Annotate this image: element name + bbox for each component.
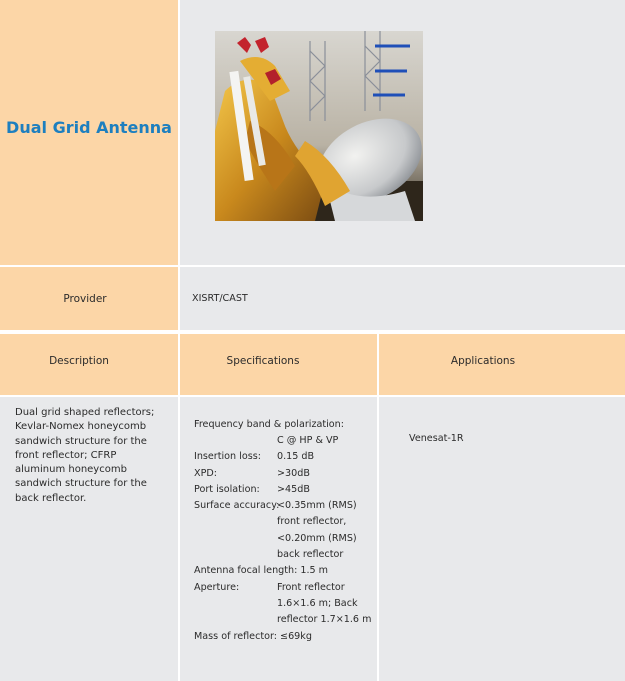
spec-xpd-value: >30dB (277, 467, 310, 479)
spec-xpd-row (194, 465, 374, 481)
spec-frequency-value-row (194, 432, 374, 448)
spec-xpd-label: XPD: (194, 467, 217, 479)
page-title: Dual Grid Antenna (6, 118, 172, 137)
specifications-list (194, 416, 374, 644)
spec-port-isolation-row (194, 481, 374, 497)
spec-surface-accuracy-row (194, 514, 374, 530)
spec-surface-accuracy-line: <0.20mm (RMS) (277, 532, 357, 544)
spec-aperture-label: Aperture: (194, 581, 240, 593)
spec-frequency-label: Frequency band & polarization: (194, 418, 344, 430)
spec-aperture-row (194, 595, 374, 611)
spec-aperture-row (194, 579, 374, 595)
spec-surface-accuracy-line: front reflector, (277, 516, 347, 528)
spec-surface-accuracy-row (194, 530, 374, 546)
antenna-photo-graphic (215, 31, 423, 221)
spec-aperture-line: reflector 1.7×1.6 m (277, 614, 372, 626)
spec-surface-accuracy-row (194, 546, 374, 562)
spec-aperture-line: 1.6×1.6 m; Back (277, 597, 358, 609)
spec-focal-length: Antenna focal length: 1.5 m (194, 565, 329, 577)
spec-port-isolation-label: Port isolation: (194, 483, 260, 495)
provider-value: XISRT/CAST (192, 293, 248, 304)
spec-insertion-loss-value: 0.15 dB (277, 451, 315, 463)
antenna-photo (215, 31, 423, 221)
provider-label: Provider (63, 293, 107, 305)
description-header: Description (49, 355, 109, 367)
applications-header: Applications (450, 355, 516, 367)
spec-aperture-line: Front reflector (277, 581, 345, 593)
spec-aperture-row (194, 612, 374, 628)
applications-value: Venesat-1R (409, 433, 464, 444)
spec-surface-accuracy-label: Surface accuracy: (194, 500, 280, 512)
spec-mass: Mass of reflector: ≤69kg (194, 630, 312, 642)
specifications-header: Specifications (226, 355, 300, 367)
description-text: Dual grid shaped reflectors; Kevlar-Nomex honeycomb sandwich structure for the front reflector; CFRP aluminum honeycomb sandwich structure for the back reflector. (15, 407, 155, 504)
spec-frequency-value: C @ HP & VP (277, 434, 339, 446)
spec-insertion-loss-row (194, 449, 374, 465)
spec-port-isolation-value: >45dB (277, 483, 310, 495)
spec-frequency-label-row (194, 416, 374, 432)
spec-surface-accuracy-line: back reflector (277, 549, 344, 561)
spec-insertion-loss-label: Insertion loss: (194, 451, 261, 463)
spec-surface-accuracy-line: <0.35mm (RMS) (277, 500, 357, 512)
spec-mass-row (194, 628, 374, 644)
spec-surface-accuracy-row (194, 497, 374, 513)
spec-focal-length-row (194, 563, 374, 579)
